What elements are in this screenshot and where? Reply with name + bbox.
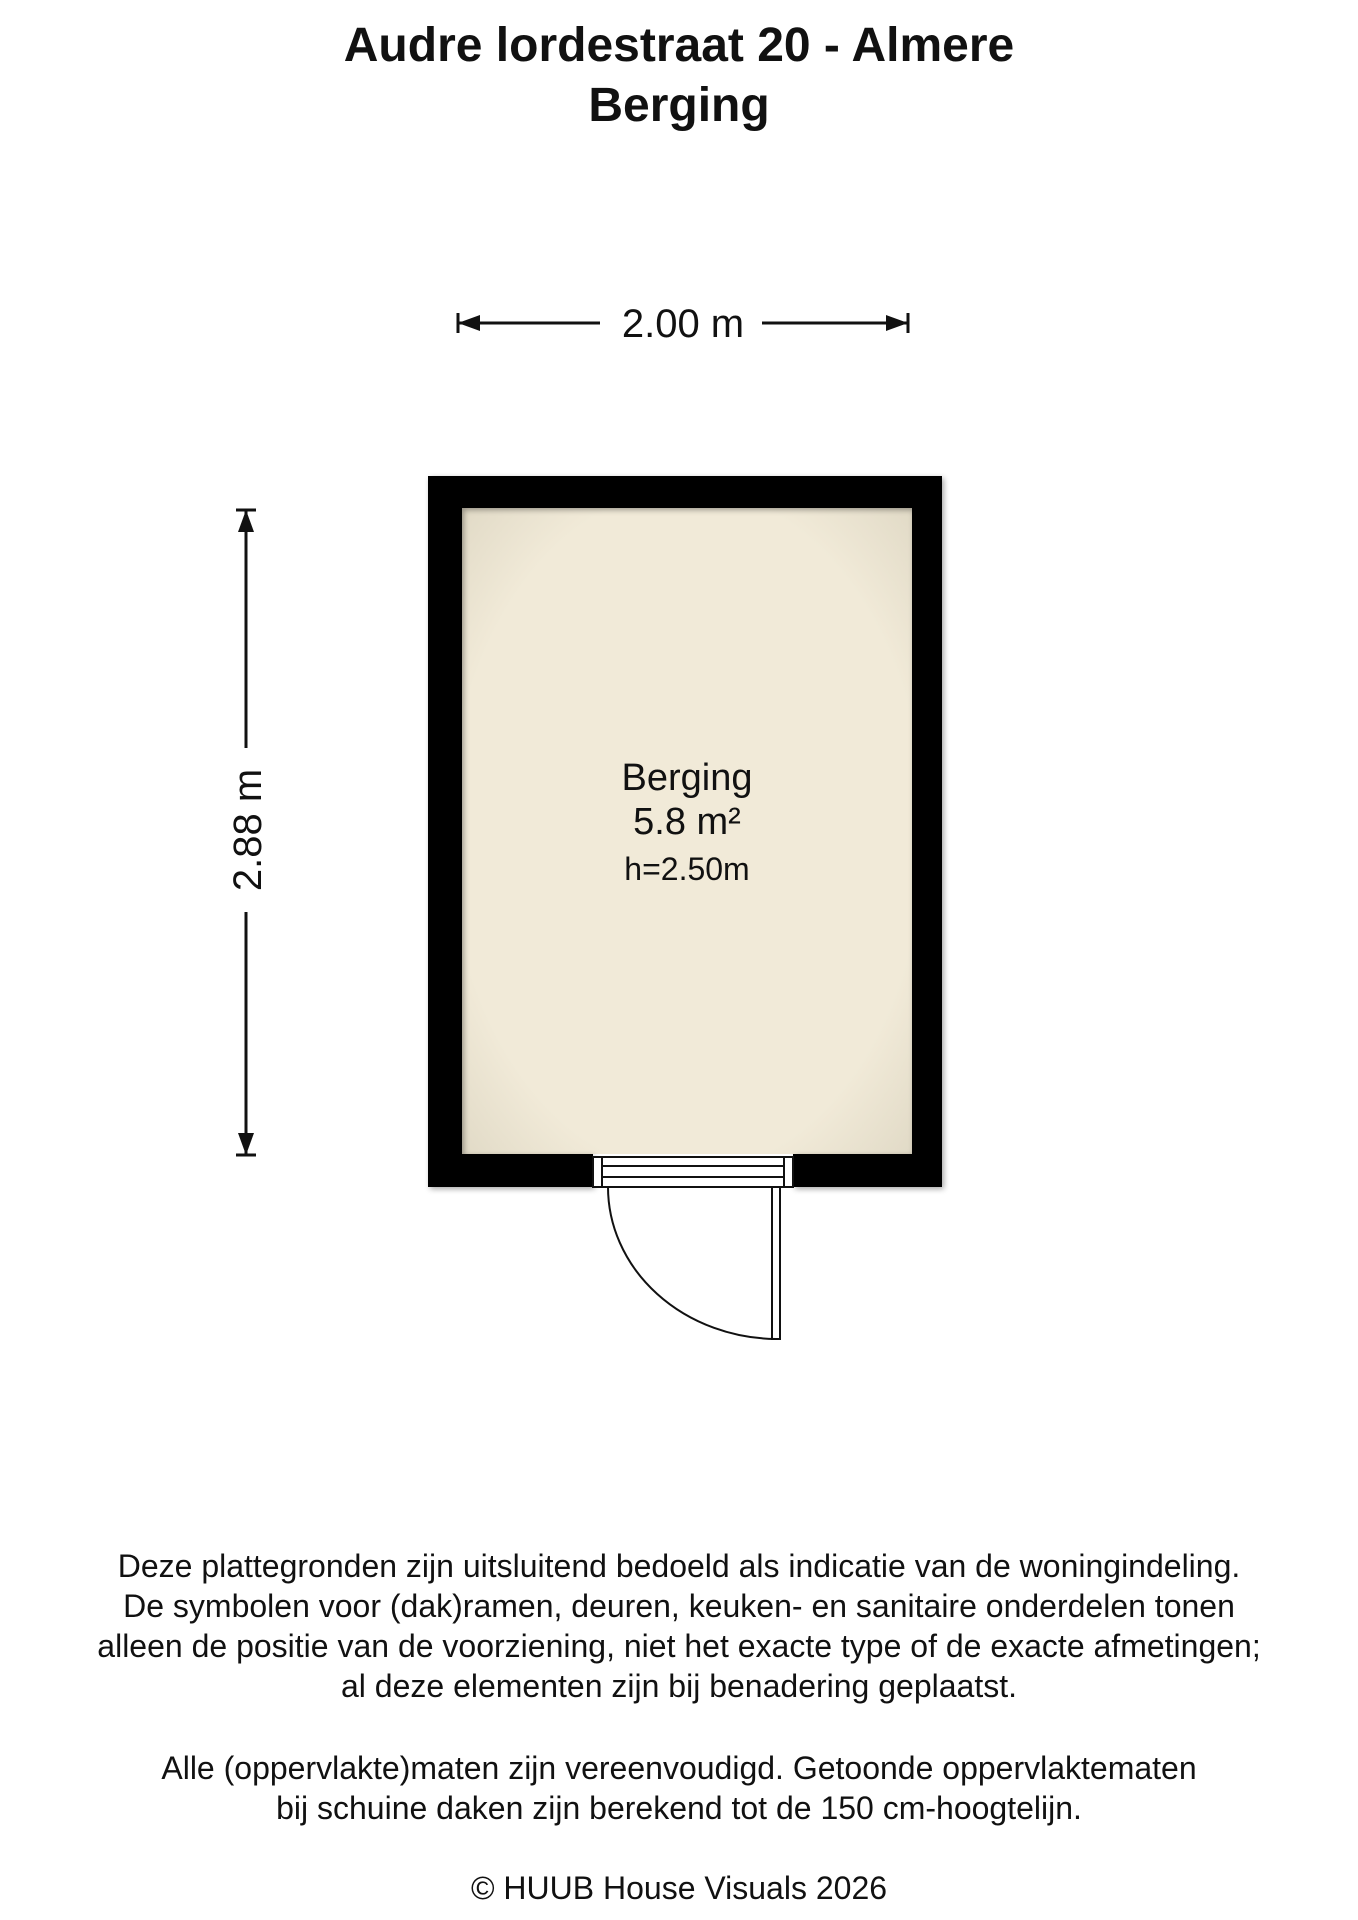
door-leaf <box>772 1187 780 1339</box>
width-dimension-label: 2.00 m <box>621 302 745 346</box>
disclaimer-line: bij schuine daken zijn berekend tot de 150 cm-hoogtelijn. <box>276 1790 1082 1826</box>
door-swing-arc <box>608 1187 776 1339</box>
disclaimer-line: Deze plattegronden zijn uitsluitend bedoeld als indicatie van de woningindeling. <box>117 1548 1241 1584</box>
disclaimer-line: De symbolen voor (dak)ramen, deuren, keuken- en sanitaire onderdelen tonen <box>123 1588 1235 1624</box>
door-frame <box>593 1157 793 1187</box>
disclaimer-paragraph <box>0 1748 1358 1828</box>
arrow-up-icon <box>238 510 254 532</box>
disclaimer-line: Alle (oppervlakte)maten zijn vereenvoudigd. Getoonde oppervlaktematen <box>161 1750 1197 1786</box>
room-name-label: Berging <box>621 757 753 799</box>
disclaimer-line: alleen de positie van de voorziening, niet het exacte type of de exacte afmetingen; <box>97 1628 1261 1664</box>
door <box>593 1157 793 1339</box>
copyright-notice: © HUUB House Visuals 2026 <box>470 1870 888 1906</box>
room-height-label: h=2.50m <box>624 851 750 887</box>
depth-dimension-label: 2.88 m <box>226 768 270 892</box>
page-subtitle: Berging <box>588 79 770 132</box>
disclaimer-line: al deze elementen zijn bij benadering geplaatst. <box>340 1668 1017 1704</box>
disclaimer-paragraph <box>0 1546 1358 1706</box>
arrow-right-icon <box>886 315 908 331</box>
arrow-left-icon <box>458 315 480 331</box>
page-title: Audre lordestraat 20 - Almere <box>343 19 1015 72</box>
room-berging <box>428 476 942 1339</box>
room-area-label: 5.8 m² <box>633 801 741 843</box>
width-dimension <box>458 302 908 346</box>
arrow-down-icon <box>238 1133 254 1155</box>
depth-dimension <box>226 510 270 1155</box>
